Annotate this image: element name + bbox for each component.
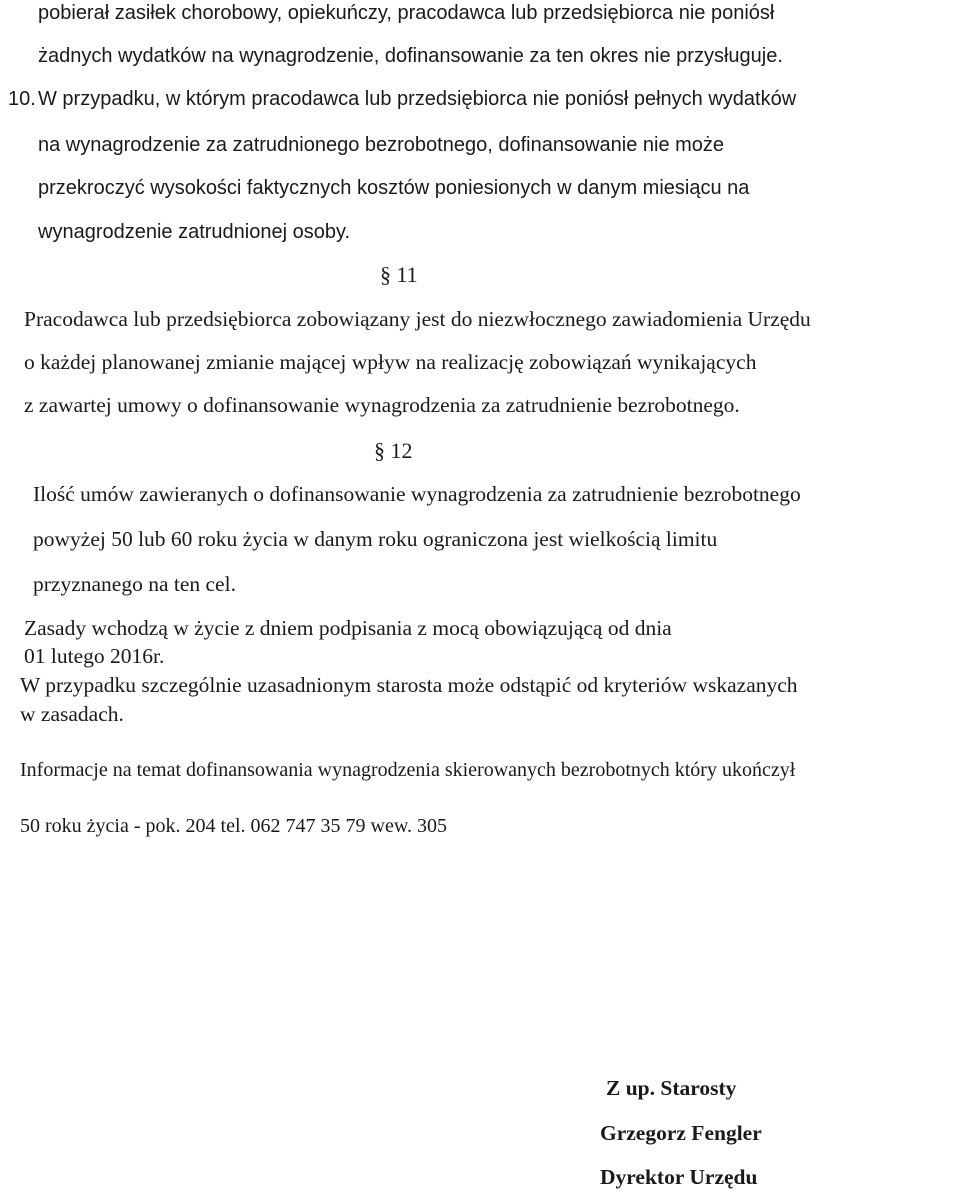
point-10-line-3: przekroczyć wysokości faktycznych kosztów poniesionych w danym miesiącu na xyxy=(38,177,750,199)
section-11-line-3: z zawartej umowy o dofinansowanie wynagrodzenia za zatrudnienie bezrobotnego. xyxy=(24,393,740,417)
point-10-line-1: W przypadku, w którym pracodawca lub przedsiębiorca nie poniósł pełnych wydatków xyxy=(38,88,797,110)
effective-date-line-2: 01 lutego 2016r. xyxy=(24,644,165,668)
section-11-line-2: o każdej planowanej zmianie mającej wpływ na realizację zobowiązań wynikających xyxy=(24,350,757,374)
section-12-line-1: Ilość umów zawieranych o dofinansowanie wynagrodzenia za zatrudnienie bezrobotnego xyxy=(33,482,801,506)
signature-name: Grzegorz Fengler xyxy=(600,1121,762,1145)
exception-line-2: w zasadach. xyxy=(20,702,124,726)
point-10-number: 10. xyxy=(8,88,36,110)
section-11-heading: § 11 xyxy=(380,262,418,287)
section-12-line-2: powyżej 50 lub 60 roku życia w danym roku ograniczona jest wielkością limitu xyxy=(33,527,718,551)
section-11-line-1: Pracodawca lub przedsiębiorca zobowiązany jest do niezwłocznego zawiadomienia Urzędu xyxy=(24,307,811,331)
point-10-line-2: na wynagrodzenie za zatrudnionego bezrobotnego, dofinansowanie nie może xyxy=(38,134,725,156)
point-10-line-4: wynagrodzenie zatrudnionej osoby. xyxy=(38,221,351,243)
contact-info-line-1: Informacje na temat dofinansowania wynagrodzenia skierowanych bezrobotnych który ukończył xyxy=(20,759,796,781)
signature-authority: Z up. Starosty xyxy=(606,1076,737,1100)
signature-title: Dyrektor Urzędu xyxy=(600,1165,758,1189)
contact-info-line-2: 50 roku życia - pok. 204 tel. 062 747 35 79 wew. 305 xyxy=(20,815,447,837)
effective-date-line-1: Zasady wchodzą w życie z dniem podpisania z mocą obowiązującą od dnia xyxy=(24,616,672,640)
exception-line-1: W przypadku szczególnie uzasadnionym starosta może odstąpić od kryteriów wskazanych xyxy=(20,673,798,697)
section-12-heading: § 12 xyxy=(374,438,413,463)
point-9-line-2: żadnych wydatków na wynagrodzenie, dofinansowanie za ten okres nie przysługuje. xyxy=(38,45,783,67)
section-12-line-3: przyznanego na ten cel. xyxy=(33,572,236,596)
point-9-line-1: pobierał zasiłek chorobowy, opiekuńczy, pracodawca lub przedsiębiorca nie poniósł xyxy=(38,2,775,24)
